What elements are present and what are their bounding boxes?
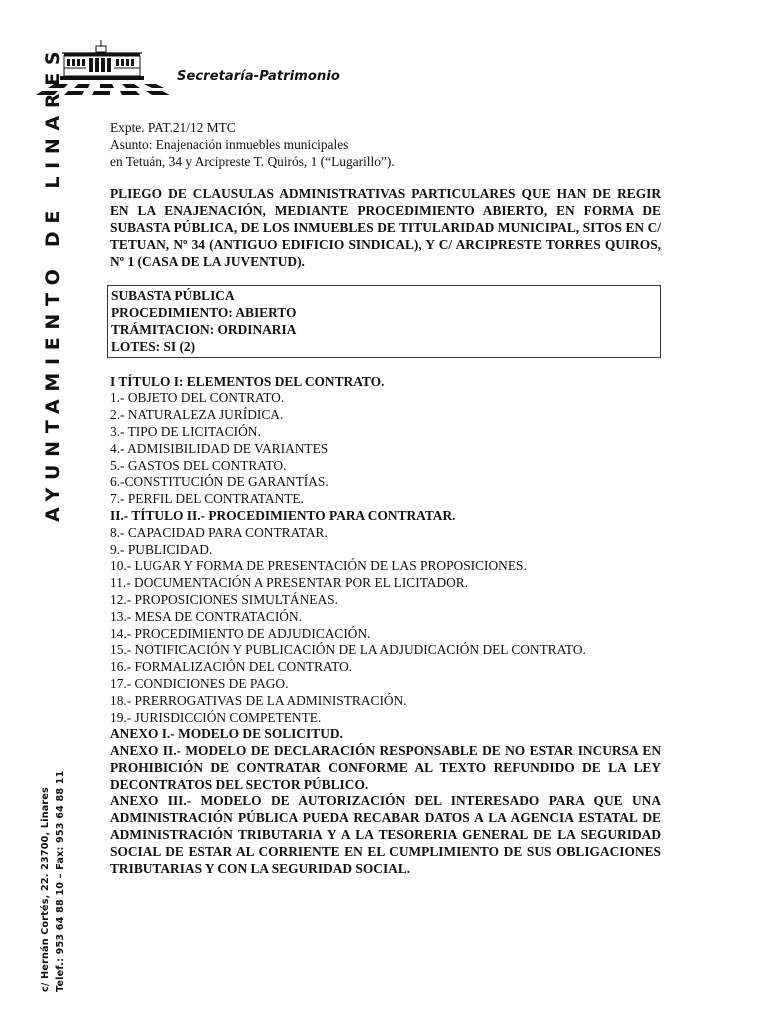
table-of-contents — [110, 374, 661, 878]
toc-item: 6.-CONSTITUCIÓN DE GARANTÍAS. — [110, 474, 329, 490]
file-reference — [110, 120, 661, 170]
file-number: Expte. PAT.21/12 MTC — [110, 120, 236, 135]
toc-item: 11.- DOCUMENTACIÓN A PRESENTAR POR EL LICITADOR. — [110, 575, 469, 591]
toc-item: 9.- PUBLICIDAD. — [110, 541, 213, 557]
toc-item: 14.- PROCEDIMIENTO DE ADJUDICACIÓN. — [110, 625, 371, 641]
city-council-name: AYUNTAMIENTO DE LINARES — [42, 43, 64, 522]
toc-item: 12.- PROPOSICIONES SIMULTÁNEAS. — [110, 591, 338, 607]
subject-line: Asunto: Enajenación inmuebles municipales — [110, 136, 349, 152]
procedure-summary-box — [107, 285, 661, 357]
toc-heading: ANEXO II.- MODELO DE DECLARACIÓN RESPONSABLE DE NO ESTAR INCURSA EN PROHIBICIÓN DE CONTRATAR CONFORME AL TEXTO REFUNDIDO DE LA LEY DECONTRATOS DEL SECTOR PÚBLICO. — [110, 743, 661, 792]
toc-item: 5.- GASTOS DEL CONTRATO. — [110, 457, 287, 473]
toc-item: 8.- CAPACIDAD PARA CONTRATAR. — [110, 524, 328, 540]
toc-item: 3.- TIPO DE LICITACIÓN. — [110, 423, 261, 439]
summary-line: LOTES: SI (2) — [111, 338, 196, 354]
toc-item: 10.- LUGAR Y FORMA DE PRESENTACIÓN DE LAS PROPOSICIONES. — [110, 558, 527, 574]
toc-heading: I TÍTULO I: ELEMENTOS DEL CONTRATO. — [110, 373, 385, 389]
summary-line: PROCEDIMIENTO: ABIERTO — [111, 305, 297, 321]
toc-item: 13.- MESA DE CONTRATACIÓN. — [110, 608, 302, 624]
document-body — [110, 120, 661, 877]
toc-item: 1.- OBJETO DEL CONTRATO. — [110, 390, 285, 406]
toc-heading: ANEXO I.- MODELO DE SOLICITUD. — [110, 726, 343, 742]
toc-item: 4.- ADMISIBILIDAD DE VARIANTES — [110, 440, 329, 456]
toc-item: 7.- PERFIL DEL CONTRATANTE. — [110, 491, 304, 507]
subject-location: en Tetuán, 34 y Arcipreste T. Quirós, 1 (“Lugarillo”). — [110, 153, 395, 169]
summary-line: SUBASTA PÚBLICA — [111, 288, 235, 304]
toc-item: 17.- CONDICIONES DE PAGO. — [110, 675, 289, 691]
toc-item: 15.- NOTIFICACIÓN Y PUBLICACIÓN DE LA ADJUDICACIÓN DEL CONTRATO. — [110, 642, 586, 658]
toc-item: 19.- JURISDICCIÓN COMPETENTE. — [110, 709, 322, 725]
address-line: c/ Hernán Cortés, 22. 23700, Linares — [40, 787, 51, 992]
toc-heading: II.- TÍTULO II.- PROCEDIMIENTO PARA CONTRATAR. — [110, 507, 456, 523]
toc-item: 2.- NATURALEZA JURÍDICA. — [110, 407, 284, 423]
department-title: Secretaría-Patrimonio — [177, 69, 340, 84]
toc-item: 18.- PRERROGATIVAS DE LA ADMINISTRACIÓN. — [110, 692, 407, 708]
toc-heading: ANEXO III.- MODELO DE AUTORIZACIÓN DEL INTERESADO PARA QUE UNA ADMINISTRACIÓN PÚBLICA PUEDA RECABAR DATOS A LA AGENCIA ESTATAL DE ADMINISTRACIÓN TRIBUTARIA Y A LA TESORERIA GENERAL DE LA SEGURIDAD SOCIAL DE ESTAR AL CORRIENTE EN EL CUMPLIMIENTO DE SUS OBLIGACIONES TRIBUTARIAS Y CON LA SEGURIDAD SOCIAL. — [110, 793, 661, 876]
phone-fax-line: Telef.: 953 64 88 10 – Fax: 953 64 88 11 — [55, 770, 66, 992]
toc-item: 16.- FORMALIZACIÓN DEL CONTRATO. — [110, 659, 353, 675]
summary-line: TRÁMITACION: ORDINARIA — [111, 321, 297, 337]
document-title: PLIEGO DE CLAUSULAS ADMINISTRATIVAS PARTICULARES QUE HAN DE REGIR EN LA ENAJENACIÓN, MEDIANTE PROCEDIMIENTO ABIERTO, EN FORMA DE SUBASTA PÚBLICA, DE LOS INMUEBLES DE TITULARIDAD MUNICIPAL, SITOS EN C/ TETUAN, Nº 34 (ANTIGUO EDIFICIO SINDICAL), Y C/ ARCIPRESTE TORRES QUIROS, Nº 1 (CASA DE LA JUVENTUD). — [110, 186, 661, 269]
